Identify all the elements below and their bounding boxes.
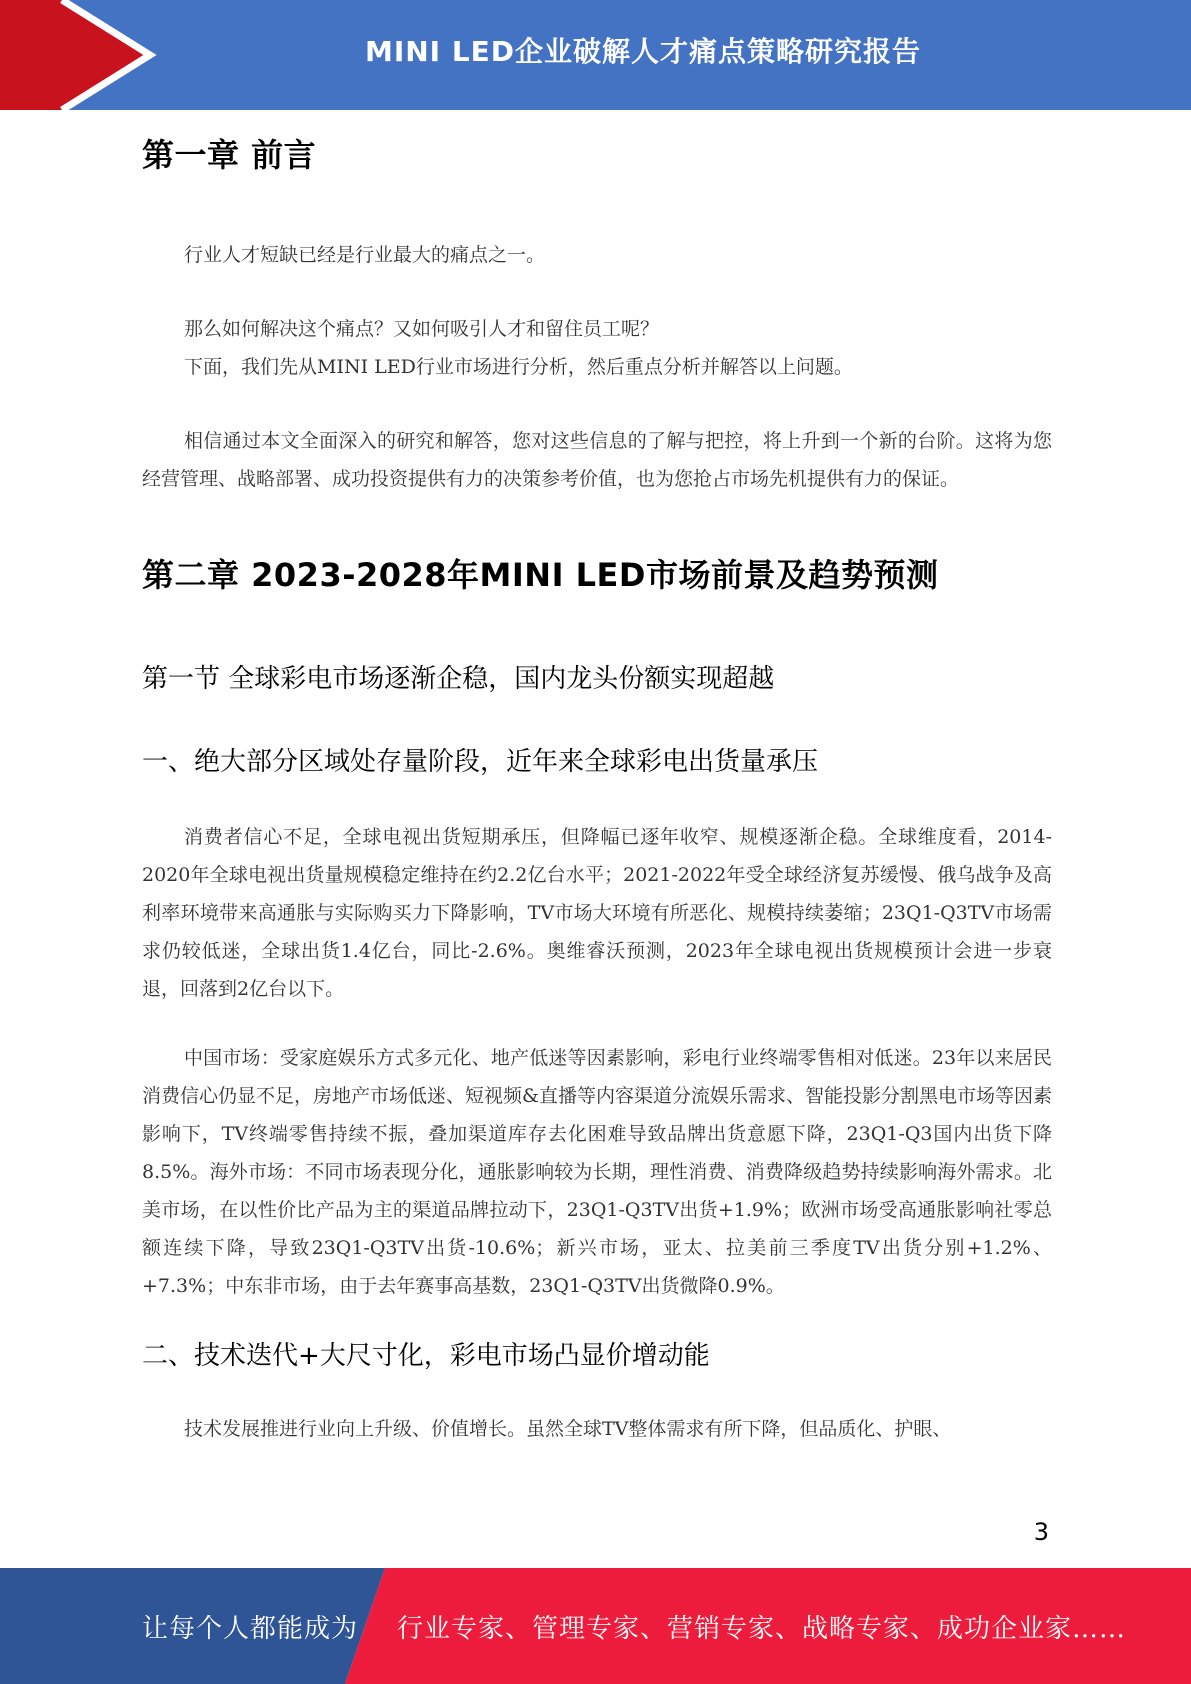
subsection-2-title: 二、技术迭代+大尺寸化，彩电市场凸显价增动能	[142, 1341, 710, 1371]
chapter-1-title: 第一章 前言	[142, 136, 317, 174]
header-banner	[0, 0, 1191, 110]
section-1-title: 第一节 全球彩电市场逐渐企稳，国内龙头份额实现超越	[142, 664, 775, 694]
subsection-1-paragraph: 消费者信心不足，全球电视出货短期承压，但降幅已逐年收窄、规模逐渐企稳。全球维度看，2014-2020年全球电视出货量规模稳定维持在约2.2亿台水平；2021-2022年受全球经济复苏缓慢、俄乌战争及高利率环境带来高通胀与实际购买力下降影响，TV市场大环境有所恶化、规模持续萎缩；23Q1-Q3TV市场需求仍较低迷，全球出货1.4亿台，同比-2.6%。奥维睿沃预测，2023年全球电视出货规模预计会进一步衰退，回落到2亿台以下。	[142, 826, 1052, 1000]
chapter-1-paragraph: 下面，我们先从MINI LED行业市场进行分析，然后重点分析并解答以上问题。	[184, 356, 853, 378]
footer-slogan-right: 行业专家、管理专家、营销专家、战略专家、成功企业家……	[397, 1613, 1127, 1644]
chapter-1-paragraph: 行业人才短缺已经是行业最大的痛点之一。	[184, 244, 546, 266]
chapter-1-paragraph: 那么如何解决这个痛点？又如何吸引人才和留住员工呢？	[184, 318, 660, 340]
report-title: MINI LED企业破解人才痛点策略研究报告	[364, 35, 922, 68]
footer-slogan-left: 让每个人都能成为	[142, 1613, 359, 1644]
footer-banner	[0, 1568, 1191, 1684]
page-content	[142, 130, 1052, 1448]
chapter-1-paragraph: 相信通过本文全面深入的研究和解答，您对这些信息的了解与把控，将上升到一个新的台阶。这将为您经营管理、战略部署、成功投资提供有力的决策参考价值，也为您抢占市场先机提供有力的保证。	[142, 430, 1052, 490]
subsection-1-paragraph: 中国市场：受家庭娱乐方式多元化、地产低迷等因素影响，彩电行业终端零售相对低迷。23年以来居民消费信心仍显不足，房地产市场低迷、短视频&直播等内容渠道分流娱乐需求、智能投影分割黑电市场等因素影响下，TV终端零售持续不振，叠加渠道库存去化困难导致品牌出货意愿下降，23Q1-Q3国内出货下降8.5%。海外市场：不同市场表现分化，通胀影响较为长期，理性消费、消费降级趋势持续影响海外需求。北美市场，在以性价比产品为主的渠道品牌拉动下，23Q1-Q3TV出货+1.9%；欧洲市场受高通胀影响社零总额连续下降，导致23Q1-Q3TV出货-10.6%；新兴市场，亚太、拉美前三季度TV出货分别+1.2%、+7.3%；中东非市场，由于去年赛事高基数，23Q1-Q3TV出货微降0.9%。	[142, 1047, 1052, 1297]
chapter-2-title: 第二章 2023-2028年MINI LED市场前景及趋势预测	[142, 556, 939, 594]
subsection-1-title: 一、绝大部分区域处存量阶段，近年来全球彩电出货量承压	[142, 747, 819, 777]
page-number: 3	[1033, 1518, 1049, 1546]
subsection-2-paragraph: 技术发展推进行业向上升级、价值增长。虽然全球TV整体需求有所下降，但品质化、护眼、	[184, 1418, 952, 1440]
